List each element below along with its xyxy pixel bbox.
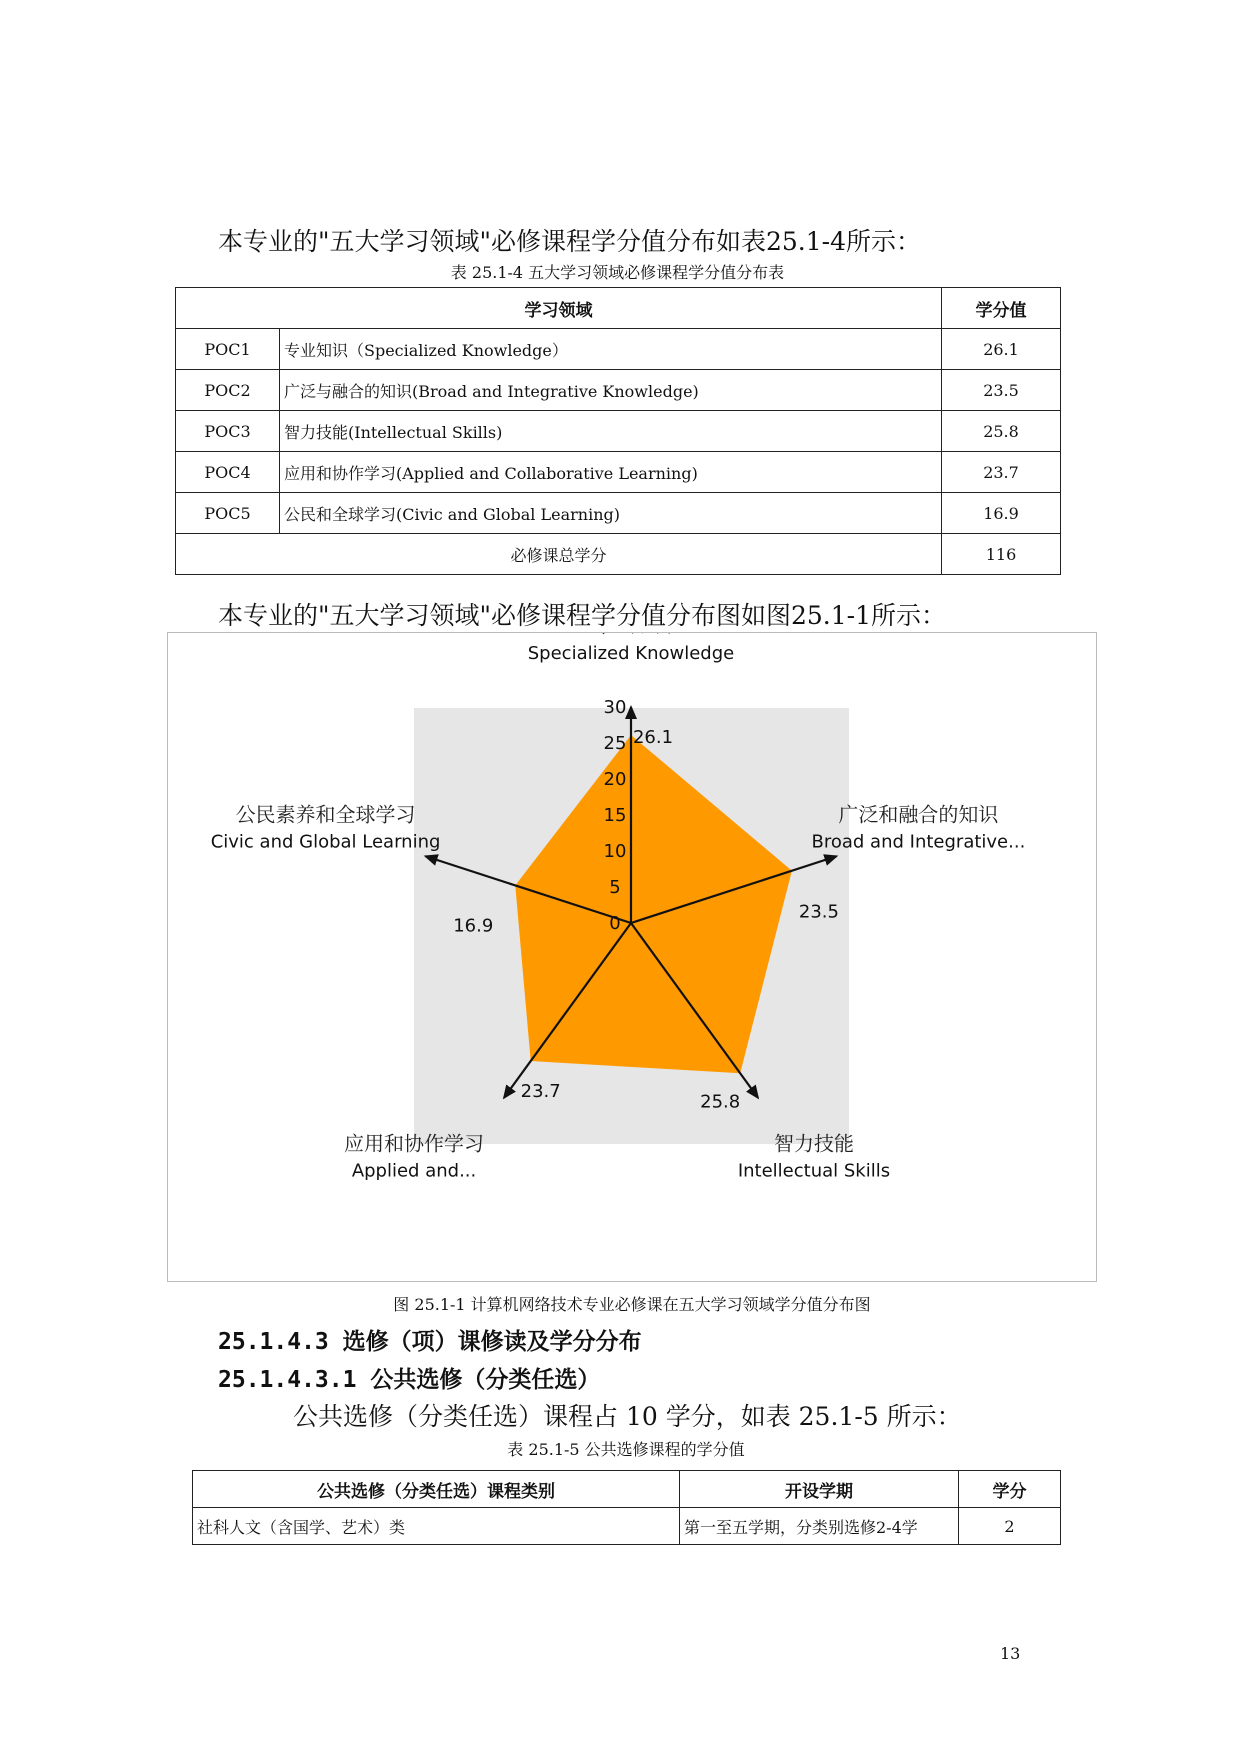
elective-paragraph: 公共选修（分类任选）课程占 10 学分，如表 25.1-5 所示： [293, 1402, 962, 1431]
radar-axis-label-cn: 广泛和融合的知识 [838, 802, 999, 827]
table1-name: 应用和协作学习(Applied and Collaborative Learning) [280, 452, 942, 493]
table-row [193, 1508, 1061, 1545]
table2-header-credits: 学分 [959, 1471, 1061, 1508]
radar-value-label: 23.7 [520, 1081, 561, 1103]
radar-axis-label-en: Specialized Knowledge [527, 643, 735, 664]
table2-header-row [193, 1471, 1061, 1508]
table1-header-credits: 学分值 [942, 288, 1061, 329]
table1-name: 公民和全球学习(Civic and Global Learning) [280, 493, 942, 534]
table1-name: 智力技能(Intellectual Skills) [280, 411, 942, 452]
table1-caption: 表 25.1-4 五大学习领域必修课程学分值分布表 [450, 263, 785, 282]
table-row [176, 411, 1061, 452]
radar-axis-label-cn [591, 633, 672, 637]
radar-axis-label-cn: 应用和协作学习 [344, 1131, 485, 1156]
radar-chart [168, 633, 1095, 1280]
table2-caption: 表 25.1-5 公共选修课程的学分值 [507, 1440, 745, 1459]
table1-value: 25.8 [942, 411, 1061, 452]
table1-total-label: 必修课总学分 [176, 534, 942, 575]
table2-credits: 2 [959, 1508, 1061, 1545]
section-heading-25-1-4-3: 25.1.4.3 选修（项）课修读及学分分布 [218, 1329, 642, 1355]
radar-axis-label-cn: 公民素养和全球学习 [235, 802, 416, 827]
figure-caption: 图 25.1-1 计算机网络技术专业必修课在五大学习领域学分值分布图 [393, 1295, 871, 1314]
radar-value-label: 25.8 [700, 1091, 741, 1113]
table1-value: 16.9 [942, 493, 1061, 534]
radar-axis-label-en: Applied and... [351, 1160, 477, 1182]
table1-name: 专业知识（Specialized Knowledge） [280, 329, 942, 370]
radar-tick-label: 20 [603, 769, 627, 790]
page-number: 13 [1000, 1644, 1021, 1663]
radar-tick-label: 5 [609, 877, 621, 898]
radar-tick-label: 30 [603, 697, 627, 718]
table1-code: POC5 [176, 493, 280, 534]
table2-header-term: 开设学期 [680, 1471, 959, 1508]
table1-total-value: 116 [942, 534, 1061, 575]
table-row [176, 370, 1061, 411]
table1-header-row [176, 288, 1061, 329]
learning-domain-table [175, 287, 1061, 575]
radar-axis-label-en: Intellectual Skills [737, 1160, 891, 1182]
table-row [176, 329, 1061, 370]
table2-header-category: 公共选修（分类任选）课程类别 [193, 1471, 680, 1508]
chart-intro-paragraph: 本专业的"五大学习领域"必修课程学分值分布图如图25.1-1所示： [218, 601, 947, 630]
radar-value-label: 26.1 [632, 727, 674, 749]
radar-tick-label: 0 [609, 913, 621, 934]
radar-axis-label-cn: 智力技能 [773, 1131, 854, 1156]
radar-tick-label: 25 [603, 733, 627, 754]
table2-term: 第一至五学期，分类别选修2-4学 [680, 1508, 959, 1545]
table1-value: 23.7 [942, 452, 1061, 493]
table-row [176, 452, 1061, 493]
section-heading-25-1-4-3-1: 25.1.4.3.1 公共选修（分类任选） [218, 1367, 601, 1393]
radar-axis-label-en: Civic and Global Learning [210, 831, 441, 853]
table2-category: 社科人文（含国学、艺术）类 [193, 1508, 680, 1545]
intro-paragraph: 本专业的"五大学习领域"必修课程学分值分布如表25.1-4所示： [218, 227, 922, 256]
radar-tick-label: 15 [603, 805, 627, 826]
table1-code: POC1 [176, 329, 280, 370]
radar-value-label: 16.9 [453, 915, 494, 937]
table1-header-domain: 学习领域 [176, 288, 942, 329]
radar-value-label: 23.5 [798, 901, 839, 923]
radar-tick-label: 10 [603, 841, 627, 862]
table1-code: POC3 [176, 411, 280, 452]
table1-total-row [176, 534, 1061, 575]
table1-value: 26.1 [942, 329, 1061, 370]
public-elective-table [192, 1470, 1061, 1545]
table1-code: POC2 [176, 370, 280, 411]
table-row [176, 493, 1061, 534]
radar-chart-frame [167, 632, 1097, 1282]
table1-code: POC4 [176, 452, 280, 493]
table1-value: 23.5 [942, 370, 1061, 411]
radar-axis-label-en: Broad and Integrative... [811, 831, 1026, 853]
table1-name: 广泛与融合的知识(Broad and Integrative Knowledge) [280, 370, 942, 411]
